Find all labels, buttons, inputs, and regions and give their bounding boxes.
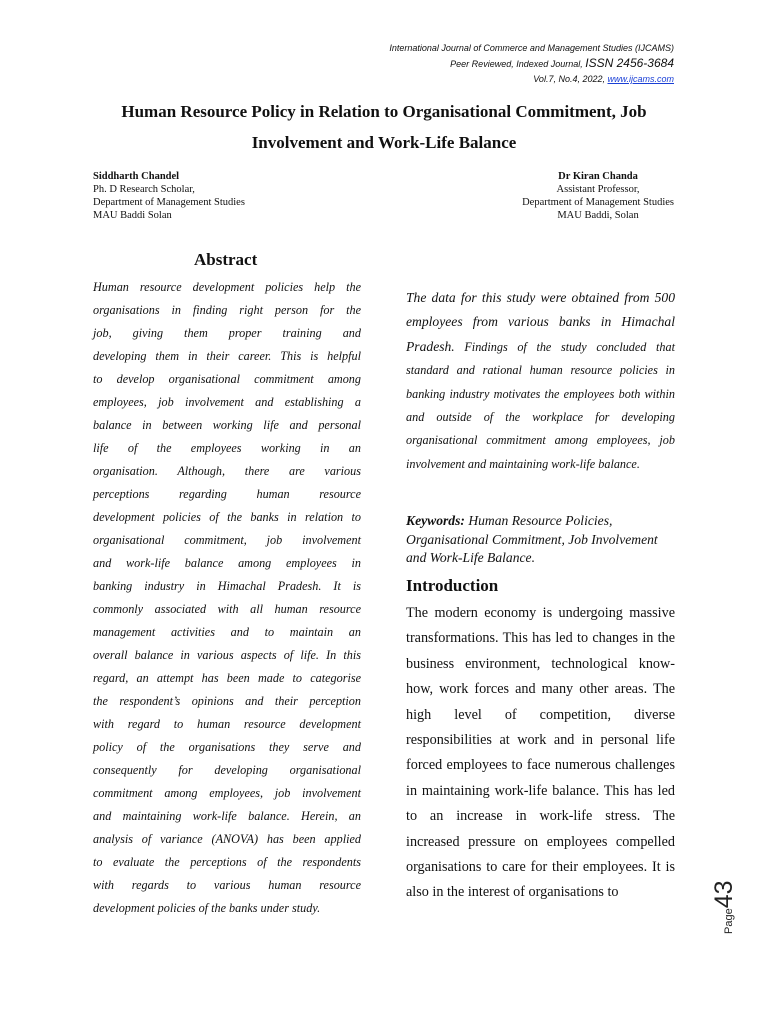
abstract-line: commitment among employees, job involvement (93, 786, 361, 800)
journal-website-link[interactable]: www.ijcams.com (607, 74, 674, 84)
page-number-value: 43 (710, 880, 738, 909)
abstract-line: perceptions regarding human resource (93, 487, 361, 501)
abstract-findings: Findings of the study concluded that standard and rational human resource policies in banking industry motivates the employees both within and outside of the workplace for developing organisational commitment among employees, job involvement and maintaining work-life balance. (406, 339, 675, 471)
abstract-data-source: The data for this study were obtained from 500 employees from various banks in Himachal Pradesh. (406, 290, 675, 354)
keywords-text: Human Resource Policies, Organisational Commitment, Job Involvement and Work-Life Balance. (406, 513, 658, 565)
abstract-line: policy of the organisations they serve and (93, 740, 361, 754)
abstract-line: developing them in their career. This is helpful (93, 349, 361, 363)
author-name: Siddharth Chandel (93, 171, 180, 182)
abstract-continuation (406, 286, 675, 476)
author-role: Assistant Professor, (556, 184, 640, 195)
abstract-line: organisation. Although, there are various (93, 464, 361, 478)
abstract-line: analysis of variance (ANOVA) has been applied (93, 832, 361, 846)
abstract-heading: Abstract (194, 250, 258, 269)
author-name: Dr Kiran Chanda (558, 171, 638, 182)
abstract-line: job, giving them proper training and (93, 326, 361, 340)
journal-issn: ISSN 2456-3684 (585, 56, 674, 70)
abstract-line: the respondent’s opinions and their perception (93, 694, 361, 708)
abstract-line: regard, an attempt has been made to categorise (93, 671, 361, 685)
abstract-line: and work-life balance among employees in (93, 556, 361, 570)
page-label: Page (723, 908, 735, 934)
author-block-2 (522, 170, 674, 222)
journal-volume (389, 72, 674, 87)
abstract-line: management activities and to maintain an (93, 625, 361, 639)
abstract-line: commonly associated with all human resource (93, 602, 361, 616)
author-block-1 (93, 170, 245, 222)
journal-name: International Journal of Commerce and Management Studies (IJCAMS) (389, 43, 674, 53)
keywords-label: Keywords: (406, 513, 465, 528)
author-department: Department of Management Studies (522, 197, 674, 208)
page-number (706, 876, 746, 936)
author-institution: MAU Baddi, Solan (557, 210, 639, 221)
abstract-line: employees, job involvement and establishing a (93, 395, 361, 409)
introduction-heading: Introduction (406, 576, 499, 595)
abstract-line: life of the employees working in an (93, 441, 361, 455)
introduction-text: The modern economy is undergoing massive transformations. This has led to changes in the business environment, technological know-how, work forces and many other areas. The high level of competition, diverse responsibilities at work and in personal life forced employees to face numerous challenges in maintaining work-life balance. This has led to an increase in work-life stress. The increased pressure on employees compelled organisations to care for their employees. It is also in the interest of organisations to (406, 605, 675, 901)
journal-header (389, 41, 674, 87)
paper-title-line-1: Human Resource Policy in Relation to Organisational Commitment, Job (121, 102, 647, 121)
abstract-line: Human resource development policies help the (93, 280, 361, 294)
abstract-line: organisations in finding right person for the (93, 303, 361, 317)
keywords (406, 512, 675, 568)
journal-indexing (389, 56, 674, 72)
abstract-line: development policies of the banks in relation to (93, 510, 361, 524)
abstract-line: to develop organisational commitment among (93, 372, 361, 386)
abstract-line: consequently for developing organisational (93, 763, 361, 777)
abstract-line: development policies of the banks under study. (93, 901, 321, 915)
page-number-rotated (710, 880, 739, 934)
journal-volume-text: Vol.7, No.4, 2022, (533, 74, 608, 84)
abstract-line: to evaluate the perceptions of the respondents (93, 855, 361, 869)
abstract-line: and maintaining work-life balance. Herein, an (93, 809, 361, 823)
author-department: Department of Management Studies (93, 197, 245, 208)
author-role: Ph. D Research Scholar, (93, 184, 195, 195)
abstract-line: with regard to human resource development (93, 717, 361, 731)
abstract-line: organisational commitment, job involvement (93, 533, 361, 547)
paper-title (60, 96, 708, 158)
paper-title-line-2: Involvement and Work-Life Balance (251, 133, 517, 152)
abstract-line: banking industry in Himachal Pradesh. It is (93, 579, 361, 593)
author-institution: MAU Baddi Solan (93, 210, 172, 221)
abstract-text (93, 276, 361, 920)
abstract-line: with regards to various human resource (93, 878, 361, 892)
abstract-line: balance in between working life and personal (93, 418, 361, 432)
journal-indexing-text: Peer Reviewed, Indexed Journal, (450, 59, 586, 69)
abstract-line: overall balance in various aspects of life. In this (93, 648, 361, 662)
